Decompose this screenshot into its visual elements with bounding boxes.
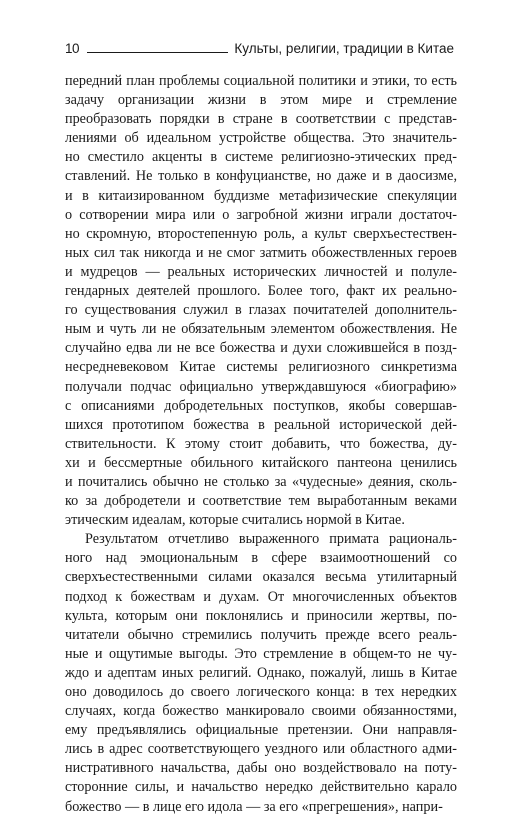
- text-line: задачу организации жизни в этом мире и стремление: [65, 92, 457, 109]
- text-line: ставлений. Не только в конфуцианстве, но даже и в даосизме,: [65, 168, 457, 185]
- text-line: и в китаизированном буддизме метафизические спекуляции: [65, 187, 457, 204]
- text-line: с описаниями добродетельных поступков, якобы совершав-: [65, 397, 457, 414]
- text-line: ного над эмоциональным в сфере взаимоотношений со: [65, 550, 457, 567]
- running-header: [65, 37, 454, 57]
- text-line: ему предъявлялись официальные претензии. Они направля-: [65, 722, 457, 739]
- paragraph: [65, 530, 457, 816]
- page-number: 10: [65, 41, 80, 56]
- text-line: Результатом отчетливо выраженного примата рациональ-: [85, 531, 457, 548]
- text-line: ко за добродетели и соответствие тем выработанным веками: [65, 493, 457, 510]
- body-text: [65, 72, 457, 817]
- text-line: сверхъестественными силами оказался весьма утилитарный: [65, 569, 457, 586]
- text-line: ных сил так никогда и не смог затмить обожествленных героев: [65, 244, 457, 261]
- text-line: но сместило акценты в системе религиозно-этических пред-: [65, 149, 457, 166]
- text-line: хи и бессмертные обильного китайского пантеона ценились: [65, 454, 457, 471]
- text-line: божество — в лице его идола — за его «прегрешения», напри-: [65, 798, 443, 815]
- text-line: ствительности. К этому стоит добавить, что божества, ду-: [65, 435, 457, 452]
- text-line: но скромную, второстепенную роль, а культ сверхъестествен-: [65, 225, 457, 242]
- text-line: подход к божествам и духам. От многочисленных объектов: [65, 588, 457, 605]
- running-title: Культы, религии, традиции в Китае: [234, 41, 454, 56]
- text-line: оно доводилось до своего логического конца: в тех нередких: [65, 684, 457, 700]
- text-line: культа, которым они поклонялись и приносили жертвы, по-: [65, 607, 457, 624]
- text-line: ным и чуть ли не обязательным элементом обожествления. Не: [65, 321, 457, 338]
- text-line: сторонние силы, и начальство нередко действительно карало: [65, 779, 457, 796]
- text-line: ные и ощутимые выгоды. Это стремление в общем-то не чу-: [65, 645, 457, 662]
- text-line: гендарных деятелей прошлого. Более того, факт их реально-: [65, 283, 457, 300]
- header-rule: [87, 52, 228, 53]
- text-line: передний план проблемы социальной политики и этики, то есть: [65, 73, 457, 89]
- text-line: случаях, когда божество манкировало своими обязанностями,: [65, 703, 457, 720]
- text-line: лениями об идеальном устройстве общества. Это значитель-: [65, 130, 457, 147]
- text-line: читатели обычно стремились получить прежде всего реаль-: [65, 626, 457, 643]
- text-line: этическим идеалам, которые считались нормой в Китае.: [65, 512, 405, 529]
- text-line: шихся прототипом божества в реальной исторической дей-: [65, 416, 457, 433]
- text-line: нистративного начальства, дабы оно воздействовало на поту-: [65, 760, 457, 777]
- text-line: и почитались обычно не столько за «чудесные» деяния, сколь-: [65, 473, 457, 490]
- text-line: случайно едва ли не все божества и духи сложившейся в позд-: [65, 340, 457, 357]
- text-line: получали подчас официально утверждавшуюся «биографию»: [65, 378, 457, 395]
- text-line: го существования служил в глазах почитателей дополнитель-: [65, 302, 457, 319]
- text-line: лись в адрес соответствующего уездного или областного адми-: [65, 741, 457, 758]
- text-line: преобразовать порядки в стране в соответствии с представ-: [65, 111, 457, 128]
- text-line: о сотворении мира или о загробной жизни играли достаточ-: [65, 206, 457, 223]
- paragraph: [65, 72, 457, 530]
- text-line: ждо и адептам иных религий. Однако, пожалуй, лишь в Китае: [65, 664, 457, 681]
- text-line: несредневековом Китае системы религиозного синкретизма: [65, 359, 457, 376]
- text-line: и мудрецов — реальных исторических личностей и полуле-: [65, 263, 457, 280]
